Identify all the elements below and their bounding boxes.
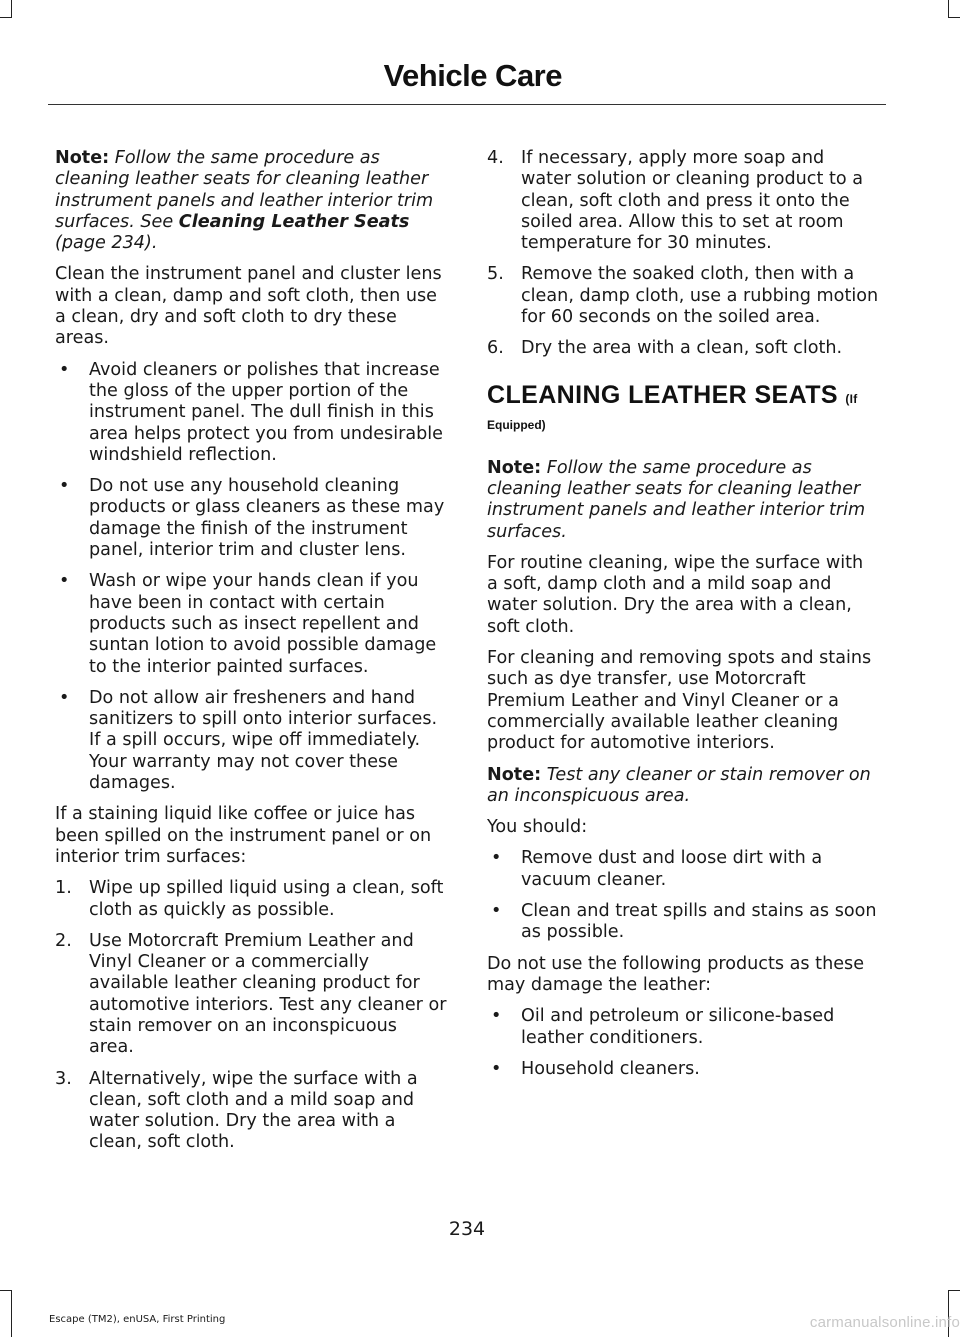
bullet-marker: •: [491, 901, 502, 922]
step-number: 2.: [55, 930, 72, 951]
note-paragraph: [487, 765, 879, 808]
list-item-text: Dry the area with a clean, soft cloth.: [521, 338, 843, 359]
numbered-list: [55, 878, 447, 1154]
bullet-list: [55, 360, 447, 795]
body-paragraph: For cleaning and removing spots and stains such as dye transfer, use Motorcraft Premium Leather and Vinyl Cleaner or a commercially available leather cleaning product for automotive interiors.: [487, 648, 872, 754]
list-item-text: Use Motorcraft Premium Leather and Vinyl Cleaner or a commercially available leather cleaning product for automotive interiors. Test any cleaner or stain remover on an inconspicuous area.: [89, 930, 447, 1058]
list-item: [487, 1006, 879, 1049]
left-column: [55, 148, 447, 1164]
list-item: [487, 338, 879, 359]
bullet-list: [487, 1006, 879, 1080]
bullet-marker: •: [59, 687, 70, 708]
section-heading-suffix: (If: [845, 391, 858, 406]
crop-mark: [0, 1290, 12, 1291]
crop-mark: [0, 17, 12, 18]
step-number: 1.: [55, 878, 72, 899]
step-number: 6.: [487, 338, 504, 359]
note-text: Test any cleaner or stain remover on an inconspicuous area.: [487, 764, 871, 806]
list-item: [55, 878, 447, 921]
note-text: Follow the same procedure as cleaning leather seats for cleaning leather instrument panels and leather interior trim surfaces.: [487, 457, 866, 542]
step-number: 3.: [55, 1068, 72, 1089]
list-item: [487, 1059, 879, 1080]
list-item-text: Clean and treat spills and stains as soon as possible.: [521, 901, 877, 943]
list-item: [55, 476, 447, 561]
list-item: [487, 901, 879, 944]
body-paragraph: If a staining liquid like coffee or juice has been spilled on the instrument panel or on interior trim surfaces:: [55, 804, 432, 867]
crop-mark: [11, 1290, 12, 1337]
list-item-text: Do not allow air fresheners and hand sanitizers to spill onto interior surfaces. If a spill occurs, wipe off immediately. Your warranty may not cover these damages.: [89, 687, 438, 794]
edition-footer: Escape (TM2), enUSA, First Printing: [49, 1314, 226, 1325]
list-item-text: Wipe up spilled liquid using a clean, soft cloth as quickly as possible.: [89, 878, 444, 920]
note-label: Note:: [487, 764, 542, 785]
note-label: Note:: [487, 457, 542, 478]
list-item: [55, 571, 447, 677]
list-item-text: Household cleaners.: [521, 1058, 700, 1079]
body-paragraph: You should:: [487, 817, 588, 838]
list-item: [55, 1069, 447, 1154]
cross-reference-link[interactable]: Cleaning Leather Seats: [178, 211, 410, 232]
page-title: Vehicle Care: [383, 58, 562, 93]
list-item-text: Avoid cleaners or polishes that increase the gloss of the upper portion of the instrument panel. The dull finish in this area helps protect you from undesirable windshield reflection.: [89, 359, 443, 465]
list-item: [487, 148, 879, 254]
list-item-text: Do not use any household cleaning products or glass cleaners as these may damage the finish of the instrument panel, interior trim and cluster lens.: [89, 476, 445, 561]
watermark: carmanualsonline.info: [809, 1314, 960, 1331]
list-item-text: Wash or wipe your hands clean if you have been in contact with certain products such as insect repellent and suntan lotion to avoid possible damage to the interior painted surfaces.: [89, 571, 437, 677]
list-item-text: Remove dust and loose dirt with a vacuum cleaner.: [521, 848, 823, 890]
section-heading: [487, 380, 879, 414]
bullet-marker: •: [491, 1006, 502, 1027]
step-number: 4.: [487, 148, 504, 168]
step-number: 5.: [487, 264, 504, 285]
page-number: 234: [448, 1218, 486, 1240]
header-divider: [48, 104, 886, 105]
list-item-text: Oil and petroleum or silicone-based leather conditioners.: [521, 1006, 835, 1048]
crop-mark: [948, 0, 949, 18]
bullet-marker: •: [491, 848, 502, 869]
list-item-text: Alternatively, wipe the surface with a clean, soft cloth and a mild soap and water solution. Dry the area with a clean, soft cloth.: [89, 1068, 418, 1153]
body-paragraph: Do not use the following products as these may damage the leather:: [487, 953, 865, 995]
note-paragraph: [487, 458, 879, 543]
list-item: [55, 360, 447, 466]
list-item-text: Remove the soaked cloth, then with a clean, damp cloth, use a rubbing motion for 60 seconds on the soiled area.: [521, 264, 879, 328]
page-reference: (page 234).: [55, 233, 158, 254]
numbered-list: [487, 148, 879, 360]
section-heading-text: CLEANING LEATHER SEATS: [487, 380, 838, 409]
list-item: [55, 931, 447, 1059]
crop-mark: [11, 0, 12, 18]
list-item-text: If necessary, apply more soap and water solution or cleaning product to a clean, soft cloth and press it onto the soiled area. Allow this to set at room temperature for 30 minutes.: [521, 148, 863, 254]
body-paragraph: For routine cleaning, wipe the surface with a soft, damp cloth and a mild soap and water solution. Dry the area with a clean, soft cloth.: [487, 552, 864, 637]
bullet-marker: •: [491, 1058, 502, 1079]
bullet-list: [487, 848, 879, 943]
body-paragraph: Clean the instrument panel and cluster lens with a clean, damp and soft cloth, then use a clean, dry and soft cloth to dry these areas.: [55, 264, 442, 349]
note-label: Note:: [55, 148, 110, 168]
crop-mark: [948, 1290, 960, 1291]
section-heading-suffix: Equipped): [487, 417, 546, 432]
note-text: Follow the same procedure as cleaning leather seats for cleaning leather instrument panels and leather interior trim surfaces. See: [55, 148, 434, 232]
list-item: [55, 688, 447, 794]
list-item: [487, 264, 879, 328]
list-item: [487, 848, 879, 891]
right-column: [487, 148, 879, 1090]
bullet-marker: •: [59, 571, 70, 592]
crop-mark: [948, 17, 960, 18]
note-paragraph: [55, 148, 447, 254]
bullet-marker: •: [59, 359, 70, 380]
bullet-marker: •: [59, 476, 70, 497]
